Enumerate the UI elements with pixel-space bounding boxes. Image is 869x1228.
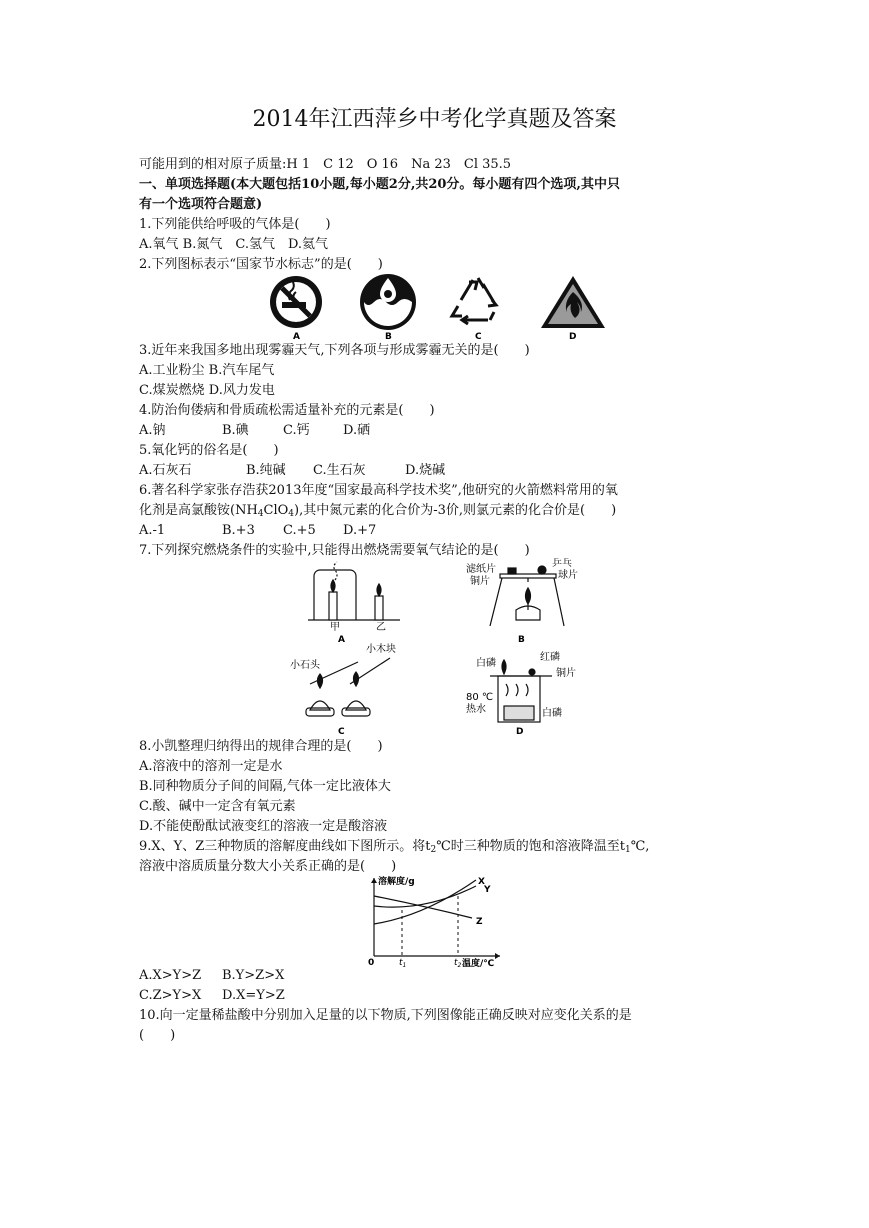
page-title: 2014年江西萍乡中考化学真题及答案 [252,107,617,132]
q8-stem: 8.小凯整理归纳得出的规律合理的是( ) [139,739,383,754]
q3-options-ab: A.工业粉尘 B.汽车尾气 [139,363,275,378]
q7-figures [290,558,590,738]
fig-d-white-p2-label: 白磷 [542,708,562,719]
q4-option-d: D.硒 [343,423,371,438]
fig-a-left-label: 甲 [330,622,340,633]
q4-option-a: A.钠 [139,423,166,438]
q4-option-b: B.碘 [222,423,249,438]
q9-option-b: B.Y>Z>X [222,968,285,983]
series-z-label: Z [476,917,483,927]
q5-option-a: A.石灰石 [139,463,192,478]
fig-b-ball-label: 球片 [558,570,578,581]
fig-d-label: D [516,727,524,737]
fig-b-label: B [518,635,525,645]
q2-icons [268,272,608,342]
q2-label-b: B [385,332,392,342]
fig-a-label: A [338,635,345,645]
q2-label-c: C [475,332,482,342]
fig-b-tripod [490,566,564,626]
q6-line1: 6.著名科学家张存浩获2013年度“国家最高科学技术奖”,他研究的火箭燃料常用的氧 [139,483,618,498]
fig-d-red-p-label: 红磷 [540,652,560,663]
q2-label-a: A [293,332,300,342]
q8-option-b: B.同种物质分子间的间隔,气体一定比液体大 [139,779,391,794]
recycle-icon [452,278,496,324]
flammable-warning-icon [541,276,605,328]
q9-line2: 溶液中溶质质量分数大小关系正确的是( ) [139,859,397,874]
q6-option-b: B.+3 [222,523,255,538]
fig-c-wood-label: 小木块 [366,644,396,655]
no-smoking-icon [270,276,322,328]
fig-d-temp-label: 80 ℃ [466,692,494,703]
q4-stem: 4.防治佝偻病和骨质疏松需适量补充的元素是( ) [139,403,435,418]
fig-d-copper-label: 铜片 [556,668,576,679]
fig-c-label: C [338,727,345,737]
origin-label: 0 [368,958,375,968]
q7-stem: 7.下列探究燃烧条件的实验中,只能得出燃烧需要氧气结论的是( ) [139,543,530,558]
fig-a-right-label: 乙 [376,622,386,633]
q2-stem: 2.下列图标表示“国家节水标志”的是( ) [139,257,383,272]
q6-option-d: D.+7 [343,523,377,538]
fig-d-hotwater-label: 热水 [466,704,486,715]
fig-c-stone-label: 小石头 [290,660,320,671]
q9-option-d: D.X=Y>Z [222,988,285,1003]
q6-option-c: C.+5 [283,523,316,538]
fig-b-copper-label: 铜片 [470,576,490,587]
curve-y [374,886,476,907]
water-saving-icon [360,274,416,330]
q5-option-c: C.生石灰 [313,463,366,478]
q4-option-c: C.钙 [283,423,310,438]
q3-stem: 3.近年来我国多地出现雾霾天气,下列各项与形成雾霾无关的是( ) [139,343,530,358]
section-heading-line1: 一、单项选择题(本大题包括10小题,每小题2分,共20分。每小题有四个选项,其中只 [139,177,620,192]
q9-option-c: C.Z>Y>X [139,988,202,1003]
q9-solubility-graph [364,872,504,968]
q1-options: A.氧气 B.氮气 C.氢气 D.氦气 [139,237,329,252]
fig-b-pingpong-label: 乒乓 [552,558,572,569]
t1-label: $t_1$ [399,958,407,968]
q8-option-a: A.溶液中的溶剂一定是水 [139,759,283,774]
y-axis-label: 溶解度/g [378,877,415,887]
q10-line1: 10.向一定量稀盐酸中分别加入足量的以下物质,下列图像能正确反映对应变化关系的是 [139,1008,632,1023]
q5-stem: 5.氧化钙的俗名是( ) [139,443,279,458]
x-axis-label: 温度/℃ [462,959,495,968]
fig-d-white-p-label: 白磷 [476,658,496,669]
fig-b-filter-paper-label: 滤纸片 [466,564,496,575]
atomic-masses: 可能用到的相对原子质量:H 1 C 12 O 16 Na 23 Cl 35.5 [139,157,512,172]
q5-option-b: B.纯碱 [246,463,286,478]
q8-option-d: D.不能使酚酞试液变红的溶液一定是酸溶液 [139,819,388,834]
section-heading-line2: 有一个选项符合题意) [139,197,263,212]
series-y-label: Y [484,885,491,895]
q2-label-d: D [569,332,577,342]
series-x-label: X [478,877,485,887]
q10-line2: ( ) [139,1028,176,1043]
q9-line1: 9.X、Y、Z三种物质的溶解度曲线如下图所示。将$t_2℃$时三种物质的饱和溶液降温至$t_1℃$, [139,839,650,855]
q5-option-d: D.烧碱 [405,463,446,478]
q6-line2: 化剂是高氯酸铵$(NH_4ClO_4)$,其中氮元素的化合价为-3价,则氯元素的化合价是( ) [139,503,617,519]
t2-label: $t_2$ [454,958,462,968]
q3-options-cd: C.煤炭燃烧 D.风力发电 [139,383,275,398]
q8-option-c: C.酸、碱中一定含有氧元素 [139,799,296,814]
q9-option-a: A.X>Y>Z [139,968,202,983]
q6-option-a: A.-1 [139,523,166,538]
q1-stem: 1.下列能供给呼吸的气体是( ) [139,217,331,232]
fig-a-candles [308,562,400,620]
